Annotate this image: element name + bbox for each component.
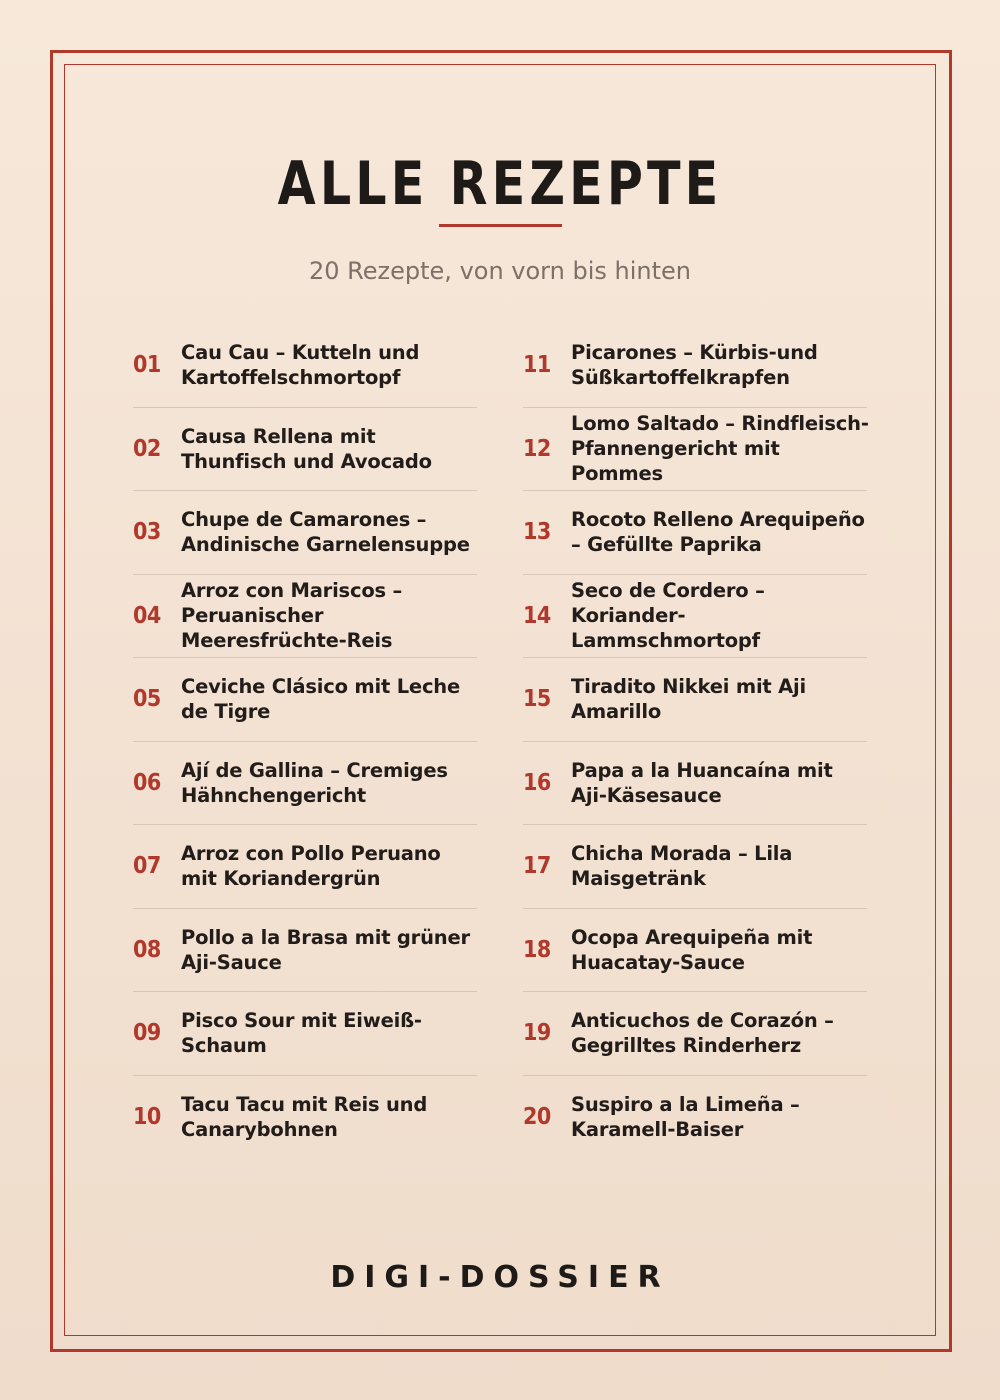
recipe-item bbox=[133, 491, 477, 575]
recipe-name: Lomo Saltado – Rindfleisch-Pfannengericht mit Pommes bbox=[571, 412, 869, 486]
recipe-number: 11 bbox=[523, 352, 551, 379]
recipe-item bbox=[133, 909, 477, 993]
recipe-number: 02 bbox=[133, 435, 161, 462]
recipe-number: 14 bbox=[523, 602, 551, 629]
recipe-number: 20 bbox=[523, 1104, 551, 1131]
recipe-number: 03 bbox=[133, 519, 161, 546]
recipe-item bbox=[523, 575, 867, 659]
recipe-item bbox=[133, 1076, 477, 1160]
recipe-name: Chicha Morada – Lila Maisgetränk bbox=[571, 842, 793, 891]
recipe-number: 04 bbox=[133, 602, 161, 629]
recipe-item bbox=[133, 324, 477, 408]
recipe-name: Picarones – Kürbis-und Süßkartoffelkrapfen bbox=[571, 341, 818, 390]
recipe-name: Tacu Tacu mit Reis und Canarybohnen bbox=[181, 1093, 428, 1142]
recipe-number: 16 bbox=[523, 769, 551, 796]
recipe-number: 18 bbox=[523, 936, 551, 963]
recipe-number: 09 bbox=[133, 1020, 161, 1047]
recipe-name: Tiradito Nikkei mit Aji Amarillo bbox=[571, 675, 806, 724]
recipe-item bbox=[523, 324, 867, 408]
recipe-item bbox=[133, 992, 477, 1076]
title-underline bbox=[439, 224, 562, 227]
recipe-name: Chupe de Camarones – Andinische Garnelensuppe bbox=[181, 508, 470, 557]
footer-brand: DIGI-DOSSIER bbox=[330, 1260, 670, 1295]
recipe-item bbox=[523, 408, 867, 492]
recipe-item bbox=[133, 658, 477, 742]
recipe-number: 19 bbox=[523, 1020, 551, 1047]
recipe-number: 10 bbox=[133, 1104, 161, 1131]
recipe-name: Suspiro a la Limeña – Karamell-Baiser bbox=[571, 1093, 800, 1142]
recipe-number: 13 bbox=[523, 519, 551, 546]
recipe-item bbox=[523, 909, 867, 993]
recipe-item bbox=[133, 408, 477, 492]
recipe-name: Causa Rellena mit Thunfisch und Avocado bbox=[181, 424, 432, 473]
recipe-number: 12 bbox=[523, 435, 551, 462]
recipe-number: 07 bbox=[133, 853, 161, 880]
recipe-name: Ocopa Arequipeña mit Huacatay-Sauce bbox=[571, 925, 813, 974]
recipe-name: Pisco Sour mit Eiweiß-Schaum bbox=[181, 1009, 422, 1058]
recipe-item bbox=[523, 742, 867, 826]
recipe-name: Ají de Gallina – Cremiges Hähnchengericht bbox=[181, 758, 448, 807]
recipe-name: Rocoto Relleno Arequipeño – Gefüllte Paprika bbox=[571, 508, 865, 557]
recipe-item bbox=[523, 825, 867, 909]
recipe-name: Arroz con Pollo Peruano mit Koriandergrün bbox=[181, 842, 441, 891]
recipe-number: 06 bbox=[133, 769, 161, 796]
recipe-item bbox=[133, 575, 477, 659]
recipe-item bbox=[523, 658, 867, 742]
recipe-name: Papa a la Huancaína mit Aji-Käsesauce bbox=[571, 758, 833, 807]
recipe-number: 08 bbox=[133, 936, 161, 963]
recipe-item bbox=[523, 491, 867, 575]
recipe-list-left bbox=[133, 324, 477, 1159]
recipe-item bbox=[523, 1076, 867, 1160]
recipe-number: 15 bbox=[523, 686, 551, 713]
recipe-number: 17 bbox=[523, 853, 551, 880]
recipe-name: Cau Cau – Kutteln und Kartoffelschmortopf bbox=[181, 341, 420, 390]
recipe-name: Anticuchos de Corazón – Gegrilltes Rinderherz bbox=[571, 1009, 834, 1058]
recipe-list-right bbox=[523, 324, 867, 1159]
recipe-item bbox=[133, 825, 477, 909]
page-subtitle: 20 Rezepte, von vorn bis hinten bbox=[309, 257, 691, 285]
page-title: ALLE REZEPTE bbox=[277, 149, 723, 219]
recipe-number: 05 bbox=[133, 686, 161, 713]
recipe-number: 01 bbox=[133, 352, 161, 379]
recipe-name: Seco de Cordero – Koriander-Lammschmortopf bbox=[571, 579, 765, 653]
recipe-item bbox=[523, 992, 867, 1076]
recipe-name: Arroz con Mariscos – Peruanischer Meeresfrüchte-Reis bbox=[181, 579, 403, 653]
recipe-name: Pollo a la Brasa mit grüner Aji-Sauce bbox=[181, 925, 470, 974]
recipe-item bbox=[133, 742, 477, 826]
recipe-name: Ceviche Clásico mit Leche de Tigre bbox=[181, 675, 461, 724]
